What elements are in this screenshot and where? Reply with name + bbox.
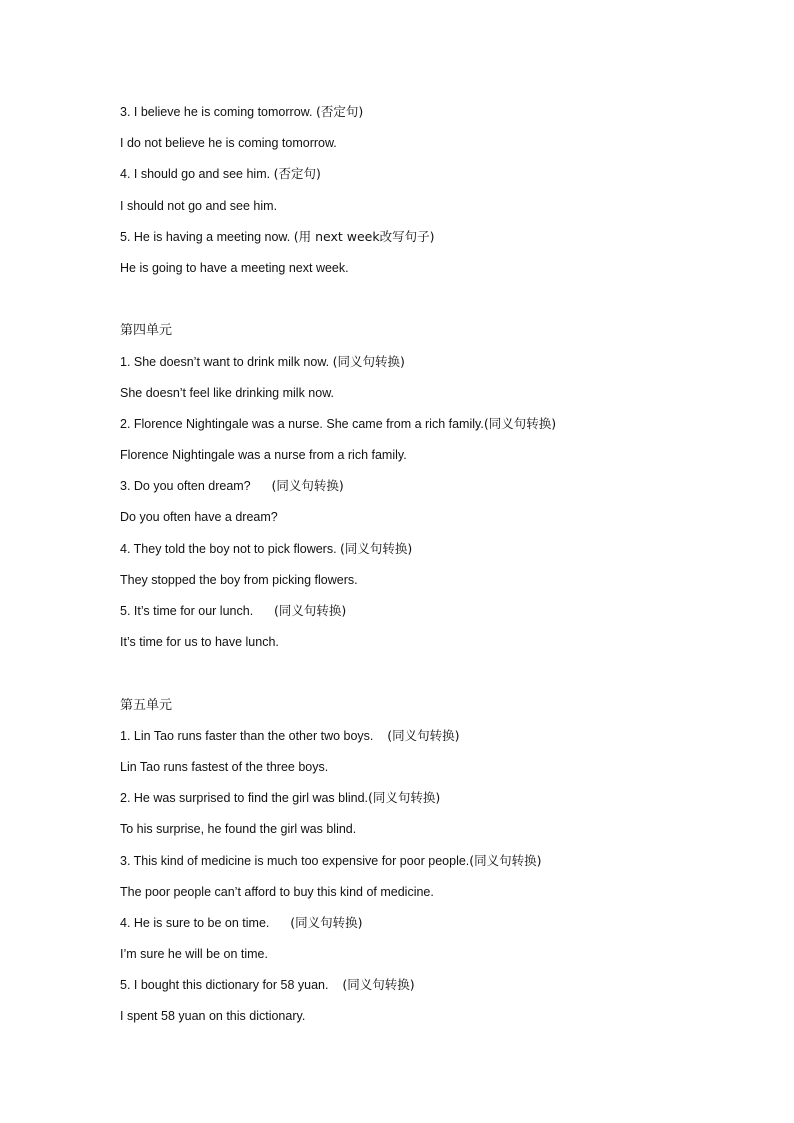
answer-line: The poor people can’t afford to buy this kind of medicine. [120,884,434,899]
instruction-note: (同义句转换) [271,478,344,494]
instruction-note: (同义句转换) [387,727,460,743]
question-text: 4. I should go and see him. [120,167,274,182]
instruction-note: (用 next week改写句子) [293,228,435,244]
question-line [120,850,760,881]
answer-line: Florence Nightingale was a nurse from a rich family. [120,448,407,463]
instruction-note: (同义句转换) [483,415,557,431]
question-line [120,475,760,506]
question-text: 1. She doesn’t want to drink milk now. [120,354,333,369]
answer-line: I should not go and see him. [120,198,278,213]
instruction-note: (同义句转换) [332,353,405,369]
document-page [120,101,760,1037]
question-line [120,787,760,818]
question-text: 4. He is sure to be on time. [120,915,291,930]
question-line [120,351,760,382]
question-text: 1. Lin Tao runs faster than the other two boys. [120,728,388,743]
question-line [120,912,760,943]
unit-heading: 第四单元 [120,322,173,338]
question-line [120,413,760,444]
question-line [120,163,760,194]
question-line [120,600,760,631]
instruction-note: (同义句转换) [340,540,413,556]
answer-line: Lin Tao runs fastest of the three boys. [120,759,329,774]
instruction-note: (同义句转换) [469,852,542,868]
instruction-note: (同义句转换) [290,914,363,930]
question-text: 5. He is having a meeting now. [120,229,294,244]
question-line [120,974,760,1005]
answer-line: She doesn’t feel like drinking milk now. [120,385,335,400]
answer-line: I spent 58 yuan on this dictionary. [120,1009,306,1024]
answer-line: I do not believe he is coming tomorrow. [120,136,337,151]
instruction-note: (同义句转换) [368,790,441,806]
blank-line [120,662,760,693]
answer-line: They stopped the boy from picking flowers. [120,572,358,587]
question-text: 2. Florence Nightingale was a nurse. She came from a rich family. [120,416,484,431]
answer-line: It’s time for us to have lunch. [120,635,279,650]
question-text: 5. I bought this dictionary for 58 yuan. [120,978,343,993]
question-line [120,226,760,257]
answer-line: Do you often have a dream? [120,510,278,525]
question-line [120,101,760,132]
instruction-note: (同义句转换) [342,977,415,993]
question-text: 3. I believe he is coming tomorrow. [120,105,316,119]
question-text: 4. They told the boy not to pick flowers. [120,541,341,556]
question-text: 3. Do you often dream? [120,479,272,494]
answer-line: To his surprise, he found the girl was blind. [120,822,357,837]
answer-line: He is going to have a meeting next week. [120,260,349,275]
instruction-note: (同义句转换) [274,603,347,618]
question-text: 5. It’s time for our lunch. [120,604,274,618]
question-text: 3. This kind of medicine is much too expensive for poor people. [120,853,470,868]
question-line [120,725,760,756]
instruction-note: (否定句) [315,104,364,119]
blank-line [120,288,760,319]
unit-heading: 第五单元 [120,696,173,712]
question-text: 2. He was surprised to find the girl was blind. [120,791,369,806]
question-line [120,538,760,569]
instruction-note: (否定句) [273,166,321,182]
answer-line: I’m sure he will be on time. [120,947,268,962]
